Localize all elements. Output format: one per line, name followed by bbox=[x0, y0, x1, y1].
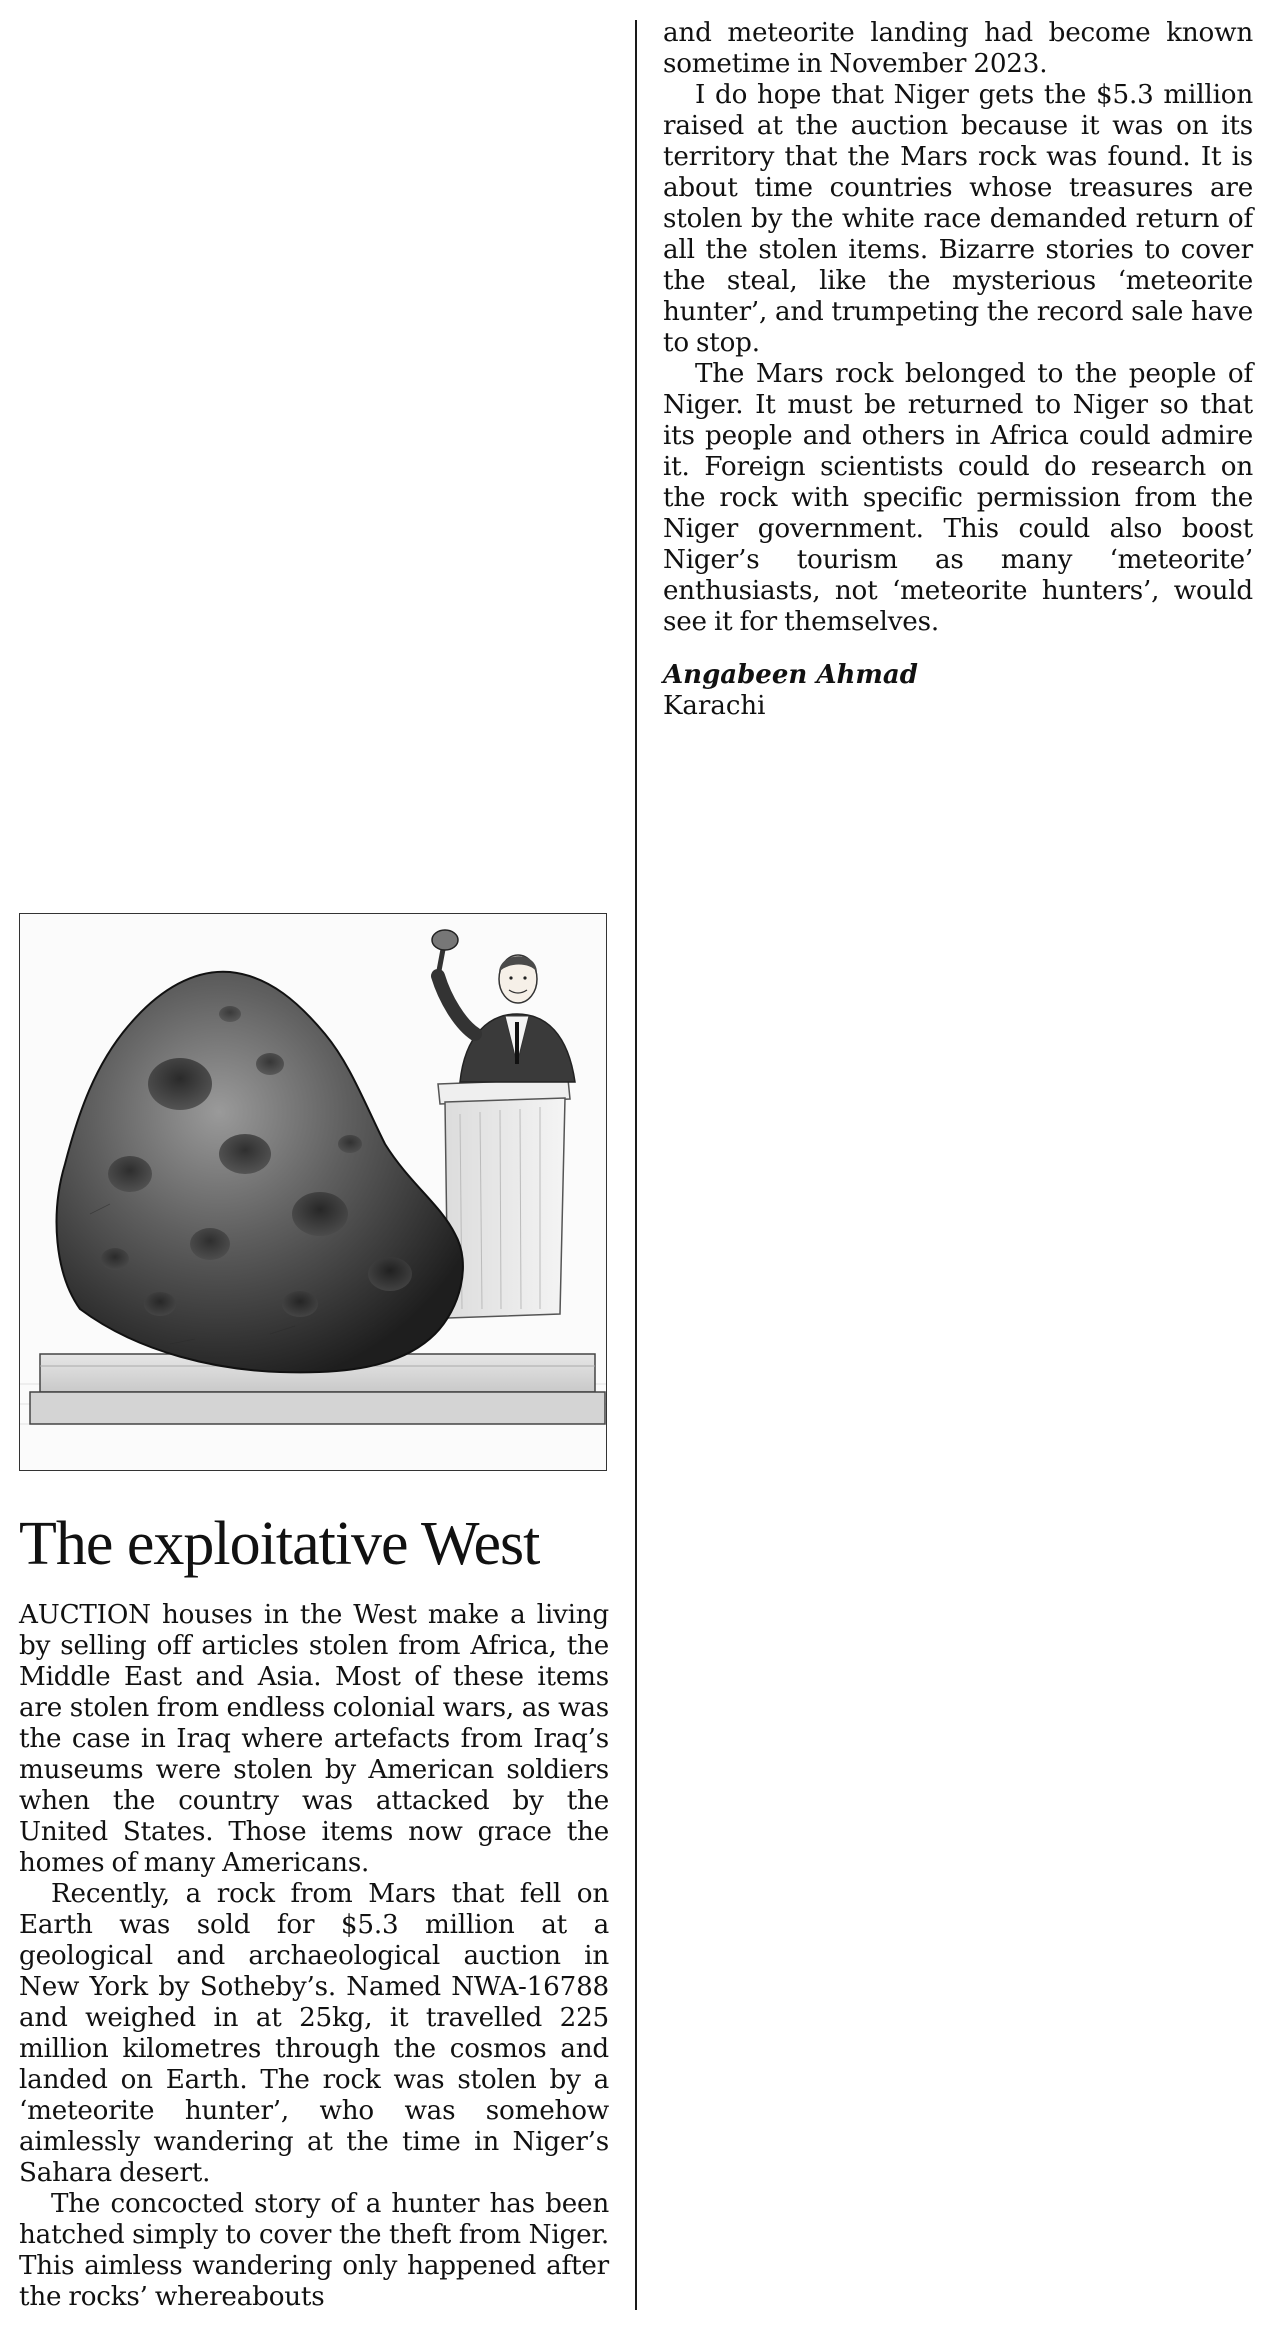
meteorite-auction-illustration bbox=[19, 913, 607, 1471]
signature-block bbox=[663, 660, 1253, 722]
author-city: Karachi bbox=[663, 691, 766, 721]
left-column bbox=[19, 0, 609, 2333]
paragraph: The Mars rock belonged to the people of Niger. It must be returned to Niger so that its people and others in Africa could admire it. Foreign scientists could do research on the rock with specific permission from the Niger government. This could also boost Niger’s tourism as many ‘meteorite’ enthusiasts, not ‘meteorite hunters’, would see it for themselves. bbox=[663, 359, 1253, 637]
paragraph: The concocted story of a hunter has been hatched simply to cover the theft from Niger. This aimless wandering only happened after the rocks’ whereabouts bbox=[19, 2189, 609, 2312]
column-divider bbox=[635, 20, 637, 2310]
paragraph: AUCTION houses in the West make a living by selling off articles stolen from Africa, the Middle East and Asia. Most of these items are stolen from endless colonial wars, as was the case in Iraq where artefacts from Iraq’s museums were stolen by American soldiers when the country was attacked by the United States. Those items now grace the homes of many Americans. bbox=[19, 1600, 609, 1878]
letter-headline: The exploitative West bbox=[19, 1510, 540, 1578]
paragraph: and meteorite landing had become known sometime in November 2023. bbox=[663, 18, 1253, 79]
author-name: Angabeen Ahmad bbox=[663, 660, 918, 690]
paragraph: Recently, a rock from Mars that fell on Earth was sold for $5.3 million at a geological and archaeological auction in New York by Sotheby’s. Named NWA-16788 and weighed in at 25kg, it travelled 225 million kilometres through the cosmos and landed on Earth. The rock was stolen by a ‘meteorite hunter’, who was somehow aimlessly wandering at the time in Niger’s Sahara desert. bbox=[19, 1879, 609, 2188]
letter-body-left bbox=[19, 1600, 609, 2313]
right-column bbox=[663, 18, 1253, 722]
paragraph: I do hope that Niger gets the $5.3 million raised at the auction because it was on its territory that the Mars rock was found. It is about time countries whose treasures are stolen by the white race demanded return of all the stolen items. Bizarre stories to cover the steal, like the mysterious ‘meteorite hunter’, and trumpeting the record sale have to stop. bbox=[663, 80, 1253, 358]
